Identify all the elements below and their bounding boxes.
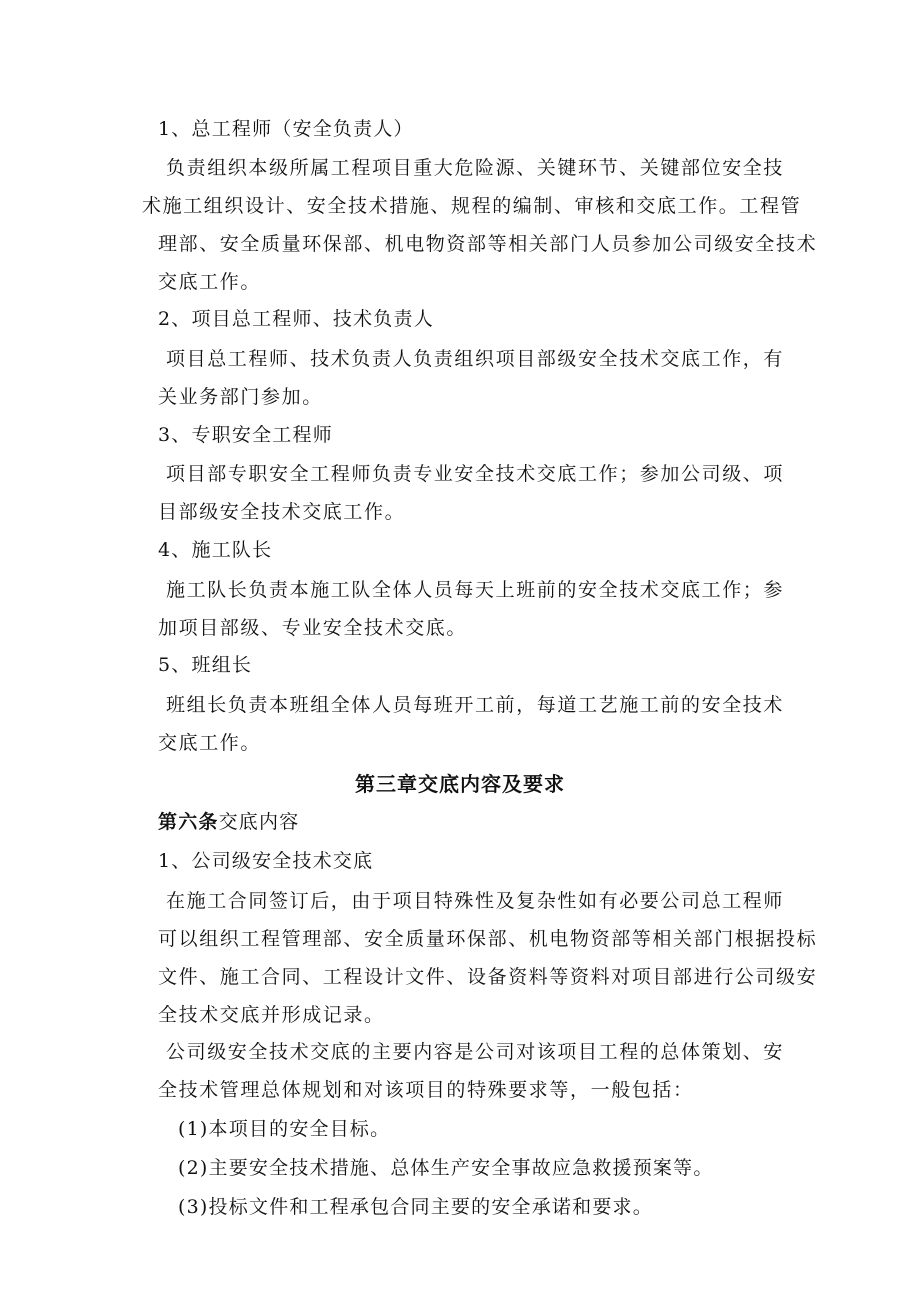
article-label: 第六条: [158, 811, 219, 833]
section-body-chief-engineer: [142, 149, 818, 301]
text-line: 文件、施工合同、工程设计文件、设备资料等资料对项目部进行公司级安: [158, 966, 818, 988]
text-line: 关业务部门参加。: [158, 386, 323, 408]
text-line: 在施工合同签订后，由于项目特殊性及复杂性如有必要公司总工程师: [166, 890, 785, 912]
list-item: (2)主要安全技术措施、总体生产安全事故应急救援预案等。: [178, 1157, 714, 1179]
section-title-team-leader: 4、施工队长: [158, 539, 273, 561]
text-line: 加项目部级、专业安全技术交底。: [158, 617, 468, 639]
text-line: 负责组织本级所属工程项目重大危险源、关键环节、关键部位安全技: [166, 157, 785, 179]
article-title: 交底内容: [218, 811, 300, 833]
text-line: 班组长负责本班组全体人员每班开工前，每道工艺施工前的安全技术: [166, 694, 785, 716]
article-heading: [158, 803, 818, 841]
text-line: 理部、安全质量环保部、机电物资部等相关部门人员参加公司级安全技术: [158, 233, 818, 255]
company-disclosure-title: 1、公司级安全技术交底: [158, 850, 374, 872]
section-title-project-engineer: 2、项目总工程师、技术负责人: [158, 308, 434, 330]
text-line: 可以组织工程管理部、安全质量环保部、机电物资部等相关部门根据投标: [158, 928, 818, 950]
text-line: 术施工组织设计、安全技术措施、规程的编制、审核和交底工作。工程管: [142, 195, 802, 217]
list-item: (3)投标文件和工程承包合同主要的安全承诺和要求。: [178, 1196, 653, 1218]
text-line: 全技术管理总体规划和对该项目的特殊要求等，一般包括：: [158, 1079, 694, 1101]
section-body-group-leader: [158, 686, 818, 762]
section-title-safety-engineer: 3、专职安全工程师: [158, 424, 333, 446]
list-item: (1)本项目的安全目标。: [178, 1118, 391, 1140]
text-line: 全技术交底并形成记录。: [158, 1004, 385, 1026]
section-title-chief-engineer: 1、总工程师（安全负责人）: [158, 118, 414, 140]
text-line: 目部级安全技术交底工作。: [158, 501, 406, 523]
text-line: 项目部专职安全工程师负责专业安全技术交底工作；参加公司级、项: [166, 463, 785, 485]
text-line: 交底工作。: [158, 271, 262, 293]
company-disclosure-paragraph-2: [158, 1033, 818, 1109]
text-line: 公司级安全技术交底的主要内容是公司对该项目工程的总体策划、安: [166, 1041, 785, 1063]
section-body-team-leader: [158, 571, 818, 647]
text-line: 项目总工程师、技术负责人负责组织项目部级安全技术交底工作，有: [166, 348, 785, 370]
section-title-group-leader: 5、班组长: [158, 654, 253, 676]
chapter-title: 第三章交底内容及要求: [355, 772, 565, 796]
text-line: 交底工作。: [158, 732, 262, 754]
section-body-project-engineer: [158, 340, 818, 416]
text-line: 施工队长负责本施工队全体人员每天上班前的安全技术交底工作；参: [166, 579, 785, 601]
company-disclosure-paragraph-1: [158, 882, 818, 1034]
section-body-safety-engineer: [158, 455, 818, 531]
